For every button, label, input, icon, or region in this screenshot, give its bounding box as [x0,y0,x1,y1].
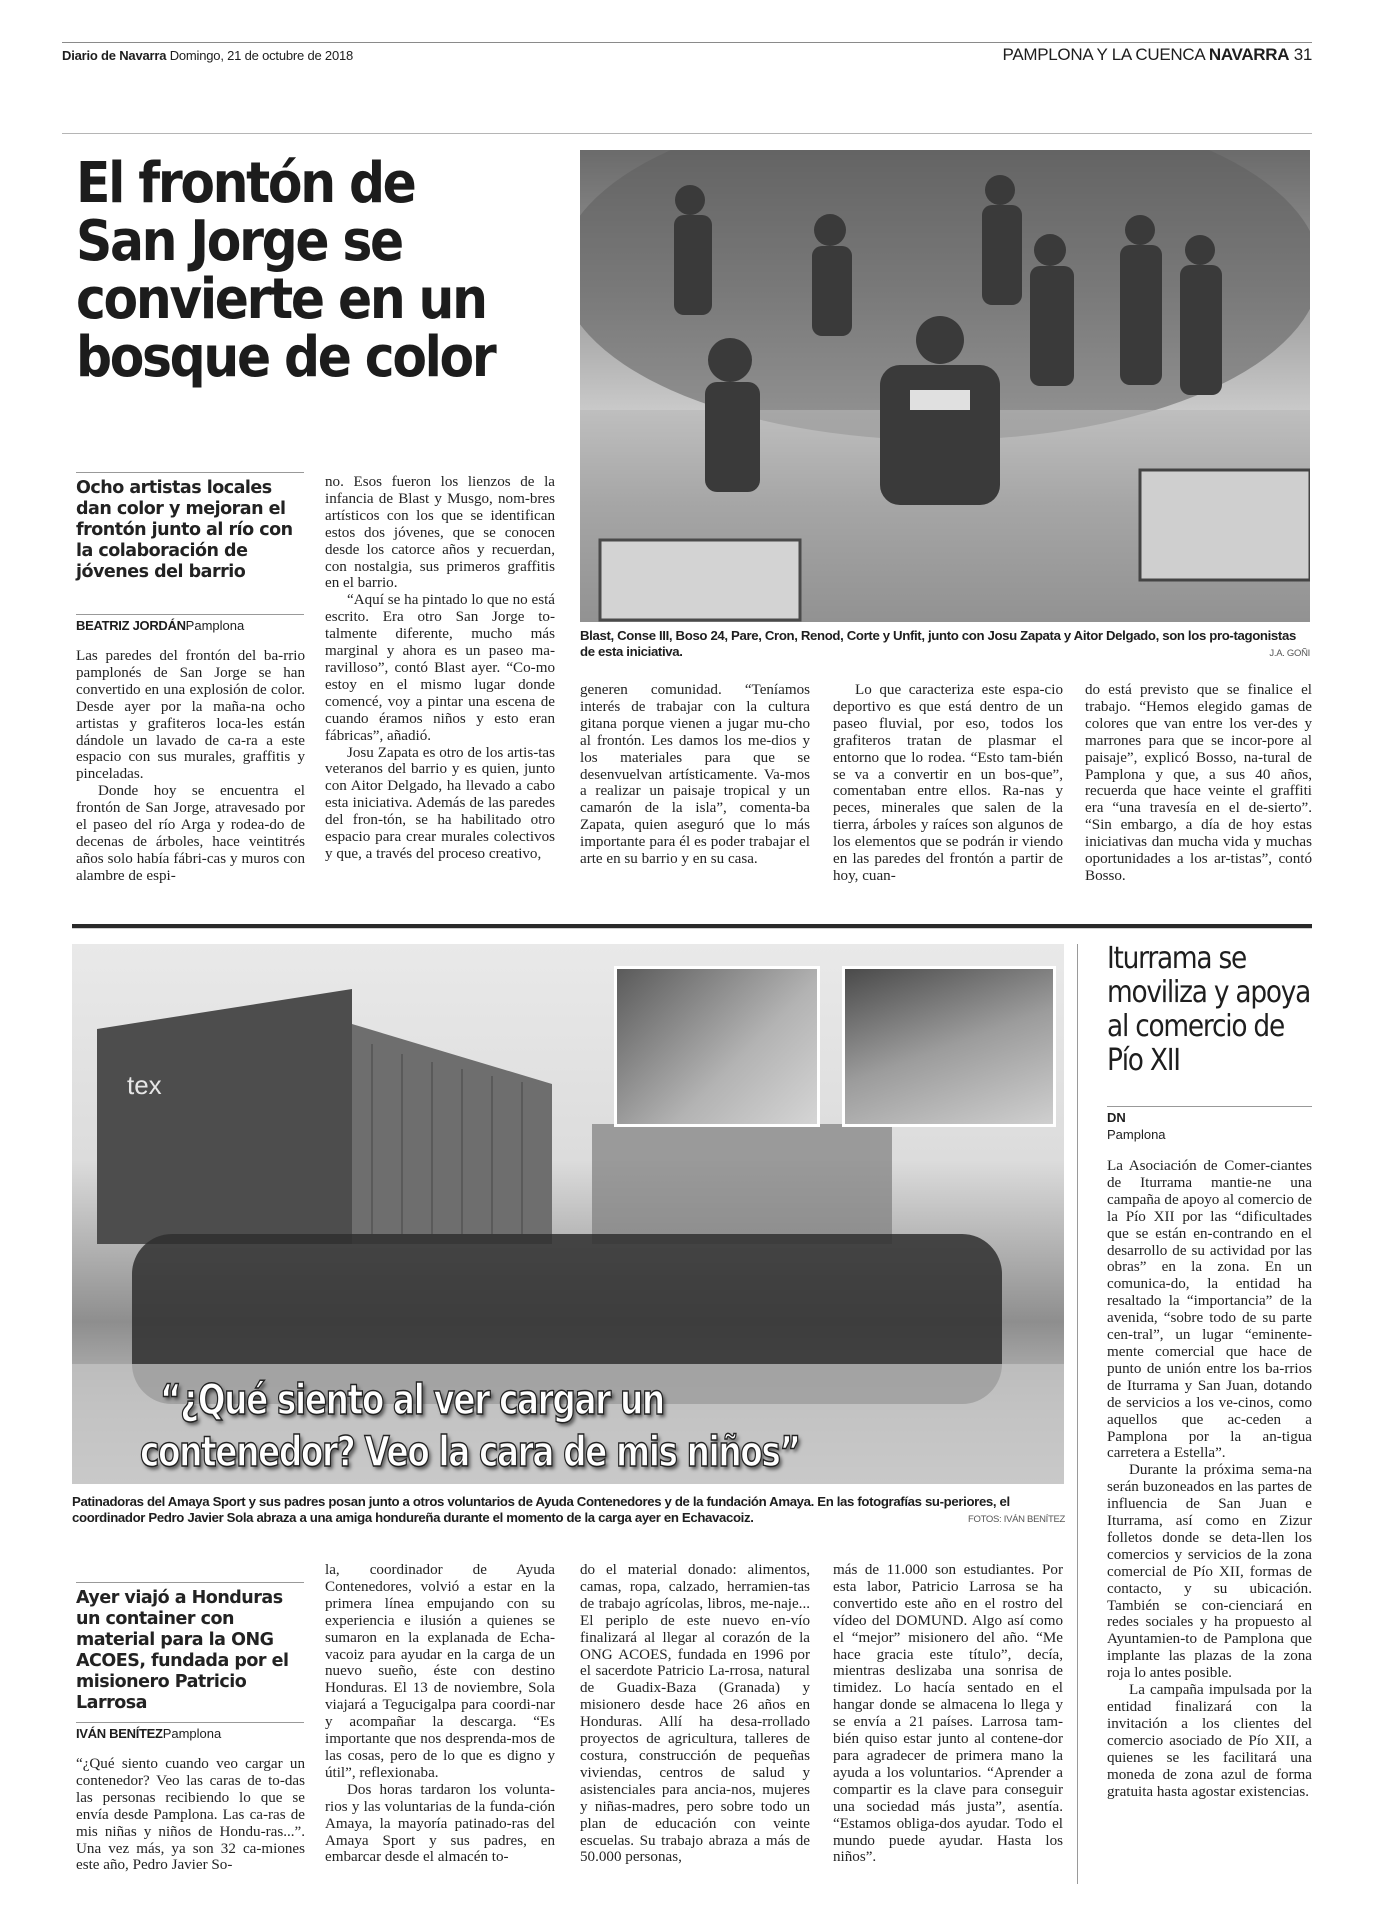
main-photo-graffiti-artists [580,150,1310,622]
section-name: PAMPLONA Y LA CUENCA [1002,45,1205,64]
iturrama-headline [1107,942,1347,1078]
folio-top-rule [62,42,1312,43]
byline-author: BEATRIZ JORDÁN [76,618,186,633]
main-column-1 [76,648,305,885]
region-name: NAVARRA [1208,45,1290,64]
honduras-byline-rule [76,1722,304,1723]
headline-line: Pío XII [1107,1043,1180,1078]
honduras-column-3 [580,1562,810,1866]
page-number: 31 [1293,45,1312,64]
paragraph: La Asociación de Comer-ciantes de Iturrama mantie-ne una campaña de apoyo al comercio de la Pío XII por las “dificultades que se están en-contrando en el desarrollo de su actividad por las obras” en la zona. En un comunica-do, la entidad ha resaltado la “importancia” de la avenida, “sobre todo de su parte cen-tral”, un lugar “eminente-mente comercial que hace de punto de unión entre los ba-rrios de Iturrama y San Juan, dotando de servicios a los ve-cinos, como aquellos que ac-ceden a Pamplona por la an-tigua carretera a Estella”. [1107,1158,1312,1462]
pull-quote-line: “¿Qué siento al ver cargar un [160,1375,664,1424]
iturrama-byline-place: Pamplona [1107,1127,1166,1142]
paragraph: no. Esos fueron los lienzos de la infancia de Blast y Musgo, nom-bres artísticos con los que se identifican estos dos jóvenes, que se conocen desde los catorce años y recuerdan, con nostalgia, sus primeros graffitis en el barrio. [325,474,555,592]
iturrama-byline-rule [1107,1106,1312,1107]
paragraph: do está previsto que se finalice el trabajo. “Hemos elegido gamas de colores que van entre los ver-des y marrones para que se incor-pore al paisaje”, explicó Bosso, na-tural de Pamplona y que, a sus 40 años, recuerda que hace veinte el graffiti era “una travesía en el de-sierto”. “Sin embargo, a día de hoy estas iniciativas dan mucha vida y muchas oportunidades a los ar-tistas”, contó Bosso. [1085,682,1312,884]
paragraph: Donde hoy se encuentra el frontón de San Jorge, atravesado por el paseo del río Arga y rodea-do de decenas de árboles, hace veintitrés años solo había fábri-cas y muros con alambre de espi- [76,783,305,884]
paragraph: “Aquí se ha pintado lo que no está escrito. Era otro San Jorge to-talmente diferente, mucho más marginal y ahora es un paseo ma-ravilloso”, contó Blast ayer. “Co-mo estoy en el mismo lugar donde comencé, voy a pintar una escena de cuando éramos niños y esto eran fábricas”, añadió. [325,592,555,744]
folio-left [62,48,353,63]
paragraph: la, coordinador de Ayuda Contenedores, volvió a estar en la primera línea empujando con su experiencia e ilusión a quienes se sumaron en la explanada de Echa-vacoiz para ayudar en la carga de un nuevo sueño, éste con destino Honduras. El 13 de noviembre, Sola viajará a Tegucigalpa para coordi-nar y acompañar la descarga. “Es importante que nos desprenda-mos de las cosas, pero de lo que es digno y útil”, reflexionaba. [325,1562,555,1781]
sidebar-divider [1077,944,1078,1884]
paragraph: Josu Zapata es otro de los artis-tas veteranos del barrio y es quien, junto con Aitor Delgado, ha llevado a cabo esta iniciativa. Además de las paredes del fron-tón, se ha habilitado otro espacio para crear murales colectivos y que, a través del proceso creativo, [325,744,555,862]
main-column-5 [1085,682,1312,885]
paragraph: Durante la próxima sema-na serán buzoneados en las partes de influencia de San Juan e Iturrama, así como en Zizur folletos donde se deta-llen los comercios y servicios de la zona comercial de Pío XII, formas de contacto, y su ubicación. También se con-cienciará en redes sociales y ha propuesto al Ayuntamien-to de Pamplona que implante las plazas de la zona roja lo antes posible. [1107,1462,1312,1682]
headline-line: Iturrama se [1107,941,1247,976]
honduras-headline: Ayer viajó a Honduras un container con material para la ONG ACOES, fundada por el misionero Patricio Larrosa [76,1588,289,1713]
headline-line: moviliza y apoya [1107,975,1311,1010]
main-column-3 [580,682,810,868]
honduras-group-photo [72,944,1064,1484]
honduras-column-1 [76,1756,305,1874]
paragraph: Dos horas tardaron los volunta-rios y las voluntarias de la funda-ción Amaya, la mayoría patinado-ras del Amaya Sport y sus padres, en embarcar desde el almacén to- [325,1781,555,1866]
byline-place: Pamplona [185,618,245,633]
folio-right [1003,45,1312,65]
headline-line: convierte en un [76,267,486,332]
main-column-4 [833,682,1063,885]
paragraph: generen comunidad. “Teníamos interés de trabajar con la cultura gitana porque vienen a jugar mu-cho al frontón. Les damos los me-dios y los materiales para que se desenvuelvan artísticamente. Va-mos a realizar un paisaje tropical y un camarón de la isla”, comenta-ba Zapata, quien aseguró que lo más importante para él es poder trabajar el arte en su barrio y en su casa. [580,682,810,868]
headline-line: San Jorge se [76,209,402,274]
paragraph: Las paredes del frontón del ba-rrio pamplonés de San Jorge se han convertido en una explosión de color. Desde ayer por la maña-na ocho artistas y grafiteros loca-les están dándole un lavado de ca-ra a este espacio con sus murales, graffitis y pinceladas. [76,648,305,783]
paragraph: “¿Qué siento cuando veo cargar un contenedor? Veo las caras de to-das las personas recibiendo lo que se envía desde Pamplona. Las ca-ras de mis niñas y niños de Hondu-ras...”. Una vez más, ya son 32 ca-miones este año, Pedro Javier So- [76,1756,305,1874]
byline-place: Pamplona [162,1726,222,1741]
main-column-2 [325,474,555,863]
honduras-photo-credit: FOTOS: IVÁN BENÍTEZ [968,1514,1066,1525]
photo-illustration [580,150,1310,622]
headline-line: al comercio de [1107,1009,1284,1044]
section-divider [72,924,1312,929]
container-label: tex [127,1070,162,1100]
deck-top-rule [76,472,304,473]
header-divider [62,133,1312,134]
honduras-column-2 [325,1562,555,1866]
main-photo-caption: Blast, Conse III, Boso 24, Pare, Cron, Renod, Corte y Unfit, junto con Josu Zapata y Aitor Delgado, son los pro-tagonistas de esta iniciativa. [580,628,1296,659]
paragraph: do el material donado: alimentos, camas, ropa, calzado, herramien-tas de trabajo agrícolas, libros, me-naje... El periplo de este nuevo en-vío finalizará al llegar al corazón de la ONG ACOES, fundada en 1996 por el sacerdote Patricio La-rrosa, natural de Guadix-Baza (Granada) y misionero desde hace 26 años en Honduras. Allí ha desa-rrollado proyectos de agricultura, talleres de costura, construcción de pequeñas viviendas, centros de salud y asistenciales para ancia-nos, mujeres y niñas-madres, pero sobre todo un plan de educación con veinte escuelas. Su trabajo abraza a más de 50.000 personas, [580,1562,810,1866]
honduras-photo-caption: Patinadoras del Amaya Sport y sus padres posan junto a otros voluntarios de Ayuda Contenedores y de la fundación Amaya. En las fotografías su-periores, el coordinador Pedro Javier Sola abraza a una amiga hondureña durante el momento de la carga ayer en Echavacoiz. [72,1494,1010,1525]
pull-quote-line: contenedor? Veo la cara de mis niños” [140,1427,800,1476]
byline-author: IVÁN BENÍTEZ [76,1726,163,1741]
byline-rule [76,614,304,615]
iturrama-body [1107,1158,1312,1800]
inset-photo-embrace [614,966,820,1127]
paragraph: más de 11.000 son estudiantes. Por esta labor, Patricio Larrosa se ha convertido este año en el rostro del vídeo del DOMUND. Algo así como el “mejor” misionero del año. “Me hace gracia este título”, decía, mientras deslizaba una sonrisa de timidez. Lo hacía sentado en el hangar donde se almacena lo llega y se envía a 21 países. Larrosa tam-bién quiso estar junto al contene-dor para agradecer de primera mano la ayuda a los voluntarios. “Aprender a compartir es la clave para conseguir una sociedad más justa”, asentía. “Estamos obliga-dos ayudar. Todo el mundo puede ayudar. Hasta los niños”. [833,1562,1063,1866]
headline-line: El frontón de [76,151,415,216]
publication-name: Diario de Navarra [62,48,167,63]
paragraph: La campaña impulsada por la entidad finalizará con la invitación a los clientes del comercio asociado de Pío XII, a quienes se les facilitará una moneda de zona azul de forma gratuita hasta agostar existencias. [1107,1682,1312,1800]
publication-date: Domingo, 21 de octubre de 2018 [169,48,354,63]
inset-photo-loading [842,966,1056,1127]
main-byline [76,618,244,633]
honduras-column-4 [833,1562,1063,1866]
main-deck: Ocho artistas locales dan color y mejoran el frontón junto al río con la colaboración de jóvenes del barrio [76,478,293,582]
headline-line: bosque de color [76,325,495,390]
iturrama-byline-author: DN [1107,1110,1126,1125]
honduras-headline-rule [76,1582,304,1583]
main-photo-credit: J.A. GOÑI [1269,648,1310,659]
main-headline [76,151,636,390]
paragraph: Lo que caracteriza este espa-cio deportivo es que está dentro de un paseo fluvial, por eso, todos los grafiteros tratan de plasmar el entorno que lo rodea. “Esto tam-bién se va a convertir en un bos-que”, comentaban entre ellos. Ra-nas y peces, minerales que salen de la tierra, árboles y raíces son algunos de los elementos que se podrán ir viendo en las paredes del frontón a partir de hoy, cuan- [833,682,1063,884]
honduras-byline [76,1726,221,1741]
